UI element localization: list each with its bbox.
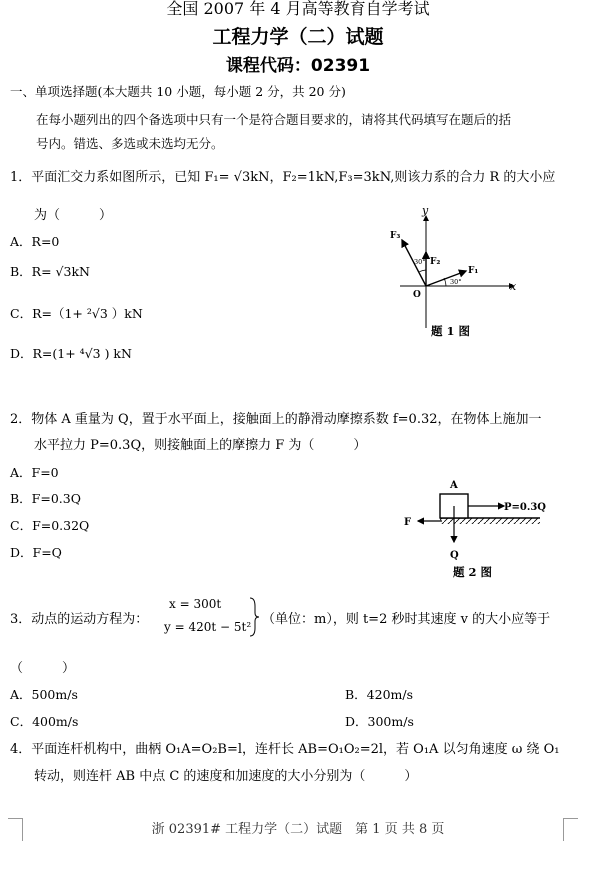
weight-label: Q: [450, 550, 459, 561]
exam-title: 全国 2007 年 4 月高等教育自学考试: [166, 0, 430, 18]
q2-option-c: C．F=0.32Q: [10, 518, 90, 533]
q1-stem-line-1: 1．平面汇交力系如图所示，已知 F₁= √3kN，F₂=1kN,F₃=3kN,则该力系的合力 R 的大小应: [10, 170, 556, 185]
angle-label-1: 30°: [450, 278, 462, 286]
angle-arc-2: [419, 270, 426, 272]
q1-stem-line-2: 为（ ）: [34, 208, 113, 223]
q3-stem-line-2: （ ）: [10, 661, 76, 676]
q2-stem-line-1: 2．物体 A 重量为 Q，置于水平面上，接触面上的静滑动摩擦系数 f=0.32，在物体上施加一: [10, 412, 542, 427]
q3-option-c: C．400m/s: [10, 714, 79, 729]
q3-option-d: D．300m/s: [345, 714, 414, 729]
section-heading: 一、单项选择题(本大题共 10 小题，每小题 2 分，共 20 分): [10, 84, 346, 99]
q3-stem-prefix: 3．动点的运动方程为：: [10, 612, 149, 627]
q3-equation-1: x = 300t: [169, 597, 222, 611]
subject-title: 工程力学（二）试题: [212, 26, 384, 48]
q2-option-d: D．F=Q: [10, 545, 62, 560]
instruction-line-2: 号内。错选、多选或未选均无分。: [36, 136, 224, 151]
pull-label: P=0.3Q: [504, 502, 547, 513]
q1-option-d: D．R=(1+ ⁴√3 ) kN: [10, 346, 132, 361]
f1-label: F₁: [468, 266, 479, 276]
figure-2-caption: 题 2 图: [453, 565, 493, 579]
figure-1-diagram: [380, 200, 530, 340]
course-code: 课程代码：02391: [225, 56, 371, 76]
origin-label: O: [413, 290, 421, 300]
q4-stem-line-2: 转动，则连杆 AB 中点 C 的速度和加速度的大小分别为（ ）: [34, 769, 418, 784]
page-footer: 浙 02391# 工程力学（二）试题 第 1 页 共 8 页: [151, 822, 445, 837]
q3-brace: [248, 596, 260, 638]
block-label: A: [450, 480, 458, 491]
instruction-line-1: 在每小题列出的四个备选项中只有一个是符合题目要求的，请将其代码填写在题后的括: [36, 112, 512, 127]
q3-option-b: B．420m/s: [345, 687, 414, 702]
q2-stem-line-2: 水平拉力 P=0.3Q，则接触面上的摩擦力 F 为（ ）: [34, 438, 367, 453]
y-label: y: [422, 204, 429, 217]
figure-2-diagram: [396, 474, 556, 564]
q3-option-a: A．500m/s: [10, 687, 78, 702]
f3-label: F₃: [390, 231, 401, 241]
q1-option-b: B．R= √3kN: [10, 264, 90, 279]
ground-hatch: [440, 518, 540, 524]
angle-label-2: 30°: [414, 258, 426, 266]
q3-stem-suffix: （单位：m），则 t=2 秒时其速度 v 的大小应等于: [262, 612, 551, 627]
figure-1-caption: 题 1 图: [431, 324, 471, 338]
q2-option-a: A．F=0: [10, 465, 59, 480]
q4-stem-line-1: 4．平面连杆机构中，曲柄 O₁A=O₂B=l，连杆长 AB=O₁O₂=2l，若 O₁A 以匀角速度 ω 绕 O₁: [10, 742, 560, 757]
q1-option-c: C．R=（1+ ²√3 ）kN: [10, 306, 143, 321]
x-label: x: [510, 280, 517, 293]
q1-option-a: A．R=0: [10, 234, 60, 249]
q3-equation-2: y = 420t − 5t²: [164, 620, 252, 634]
f2-label: F₂: [430, 257, 441, 267]
q2-option-b: B．F=0.3Q: [10, 491, 81, 506]
friction-label: F: [404, 517, 412, 528]
